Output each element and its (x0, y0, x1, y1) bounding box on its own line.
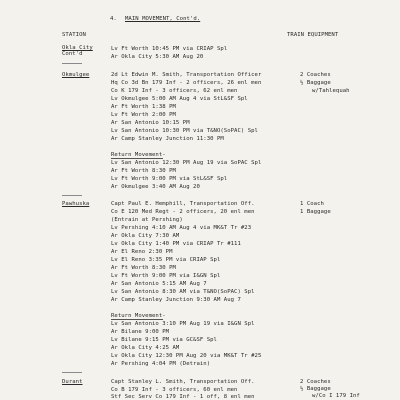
officer-line: Capt Stanley L. Smith, Transportation Off. (111, 379, 255, 385)
return-movement-heading: Return Movement- (111, 313, 166, 319)
schedule-line: Ar Okla City 7:30 AM (111, 233, 180, 239)
unit-line: Stf Sec Serv Co 179 Inf - 1 off, 8 enl men (111, 394, 255, 400)
schedule-line: Lv San Antonio 10:30 PM via T&NO(SoPAC) Spl (111, 128, 258, 134)
equipment-item: 2 Coaches (300, 379, 331, 385)
schedule-line: Ar Okla City 5:30 AM Aug 20 (111, 54, 204, 60)
schedule-line: Ar Bilane 9:00 PM (111, 329, 170, 335)
unit-line: Hq Co 3d Bn 179 Inf - 2 officers, 26 enl men (111, 80, 262, 86)
schedule-line: Ar Pershing 4:04 PM (Detrain) (111, 361, 211, 367)
schedule-line: Ar San Antonio 10:15 PM (111, 120, 190, 126)
entrain-note: (Entrain at Pershing) (111, 217, 183, 223)
schedule-line: Ar San Antonio 5:15 AM Aug 7 (111, 281, 207, 287)
section-number: 4. (110, 16, 117, 22)
separator-line (62, 63, 82, 64)
schedule-line: Lv San Antonio 8:30 AM via T&NO(SoPAC) Spl (111, 289, 255, 295)
schedule-line: Ar Camp Stanley Junction 9:30 AM Aug 7 (111, 297, 241, 303)
equipment-column-header: TRAIN EQUIPMENT (287, 32, 339, 38)
officer-line: 2d Lt Edwin M. Smith, Transportation Officer (111, 72, 262, 78)
schedule-line: Ar El Reno 2:30 PM (111, 249, 173, 255)
equipment-item: 1 Baggage (300, 209, 331, 215)
equipment-item: ½ Baggage (300, 80, 331, 86)
schedule-line: Lv San Antonio 3:10 PM Aug 19 via I&GN Spl (111, 321, 255, 327)
schedule-line: Ar Okla City 4:25 AM (111, 345, 180, 351)
schedule-line: Ar Ft Worth 1:38 PM (111, 104, 176, 110)
station-durant: Durant (62, 379, 83, 385)
schedule-line: Lv Ft Worth 9:00 PM via I&GN Spl (111, 273, 221, 279)
schedule-line: Ar Okmulgee 3:40 AM Aug 20 (111, 184, 200, 190)
schedule-line: Lv Bilane 9:15 PM via GC&SF Spl (111, 337, 217, 343)
station-okla-city: Okla City (62, 45, 93, 51)
officer-line: Capt Paul E. Hemphill, Transportation Off. (111, 201, 255, 207)
return-heading-underline (111, 158, 163, 159)
return-heading-underline (111, 319, 163, 320)
equipment-item: w/Co I 179 Inf (312, 393, 360, 399)
section-title: MAIN MOVEMENT, Cont'd. (125, 16, 201, 22)
equipment-item: 1 Coach (300, 201, 324, 207)
equipment-item: 2 Coaches (300, 72, 331, 78)
schedule-line: Lv Okla City 12:30 PM Aug 20 via MK&T Tr #25 (111, 353, 262, 359)
unit-line: Co K 179 Inf - 3 officers, 62 enl men (111, 88, 238, 94)
schedule-line: Lv Pershing 4:10 AM Aug 4 via MK&T Tr #23 (111, 225, 252, 231)
return-movement-heading: Return Movement- (111, 152, 166, 158)
schedule-line: Lv Okmulgee 5:00 AM Aug 4 via StL&SF Spl (111, 96, 248, 102)
unit-line: Co B 179 Inf - 3 officers, 60 enl men (111, 387, 238, 393)
station-continued-label: Cont'd (62, 51, 83, 57)
separator-line (62, 372, 82, 373)
station-okmulgee: Okmulgee (62, 72, 90, 78)
equipment-item: w/Tahlequah (312, 88, 350, 94)
equipment-item: ½ Baggage (300, 386, 331, 392)
schedule-line: Lv Ft Worth 2:00 PM (111, 112, 176, 118)
schedule-line: Lv Okla City 1:40 PM via CRIAP Tr #111 (111, 241, 241, 247)
schedule-line: Ar Ft Worth 8:30 PM (111, 265, 176, 271)
schedule-line: Lv El Reno 3:35 PM via CRIAP Spl (111, 257, 221, 263)
unit-line: Co E 120 Med Regt - 2 officers, 20 enl men (111, 209, 255, 215)
schedule-line: Lv Ft Worth 10:45 PM via CRIAP Spl (111, 46, 228, 52)
station-pawhuska: Pawhuska (62, 201, 90, 207)
schedule-line: Ar Camp Stanley Junction 11:30 PM (111, 136, 224, 142)
separator-line (62, 195, 82, 196)
schedule-line: Lv Ft Worth 9:00 PM via StL&SF Spl (111, 176, 228, 182)
schedule-line: Ar Ft Worth 8:30 PM (111, 168, 176, 174)
station-column-header: STATION (62, 32, 86, 38)
schedule-line: Lv San Antonio 12:30 PM Aug 19 via SoPAC Spl (111, 160, 262, 166)
